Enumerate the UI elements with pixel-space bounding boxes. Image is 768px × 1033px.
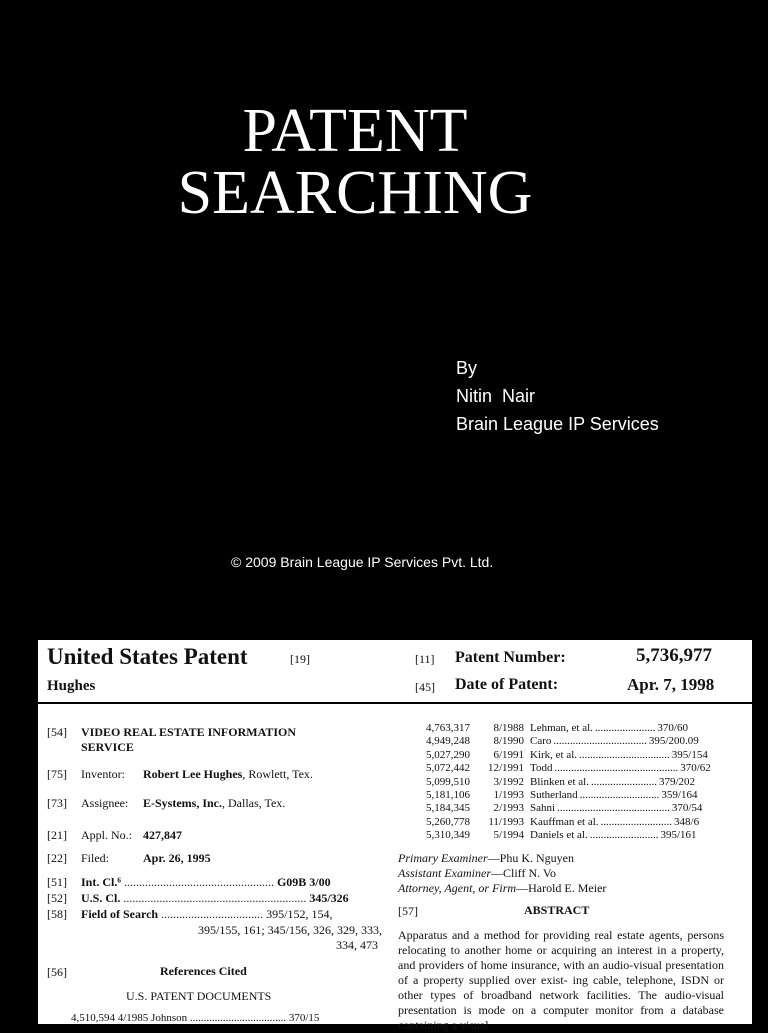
reference-row bbox=[418, 762, 711, 775]
ref-date: 8/1988 bbox=[493, 722, 524, 734]
ref-class: 370/62 bbox=[680, 762, 711, 775]
refs-title: References Cited bbox=[160, 964, 247, 978]
ref-class: 370/60 bbox=[657, 722, 688, 734]
inventor-label: Inventor: bbox=[81, 767, 125, 781]
filed-code: [22] bbox=[47, 851, 67, 865]
attorney-name: —Harold E. Meier bbox=[516, 881, 607, 895]
author-name: Nitin Nair bbox=[456, 386, 536, 406]
primary-examiner-name: —Phu K. Nguyen bbox=[487, 851, 574, 865]
ref-dots: ............................. bbox=[579, 789, 660, 801]
appl-code: [21] bbox=[47, 828, 67, 842]
ref-name: Sahni bbox=[530, 802, 556, 815]
ref-class: 359/164 bbox=[661, 789, 698, 801]
ref-dots: .......................... bbox=[600, 815, 673, 828]
ref-number: 4,949,248 bbox=[426, 735, 470, 748]
ref-date: 11/1993 bbox=[488, 815, 524, 828]
ref-number: 5,310,349 bbox=[426, 829, 470, 842]
byline bbox=[456, 354, 659, 438]
ref-dots: ................................. bbox=[579, 748, 670, 761]
ref-number: 5,181,106 bbox=[426, 789, 470, 801]
appl-label: Appl. No.: bbox=[81, 828, 132, 842]
ref-date: 6/1991 bbox=[493, 748, 524, 761]
ref-name: Daniels et al. bbox=[530, 829, 588, 842]
field-line-1: .................................. 395/152, 154, bbox=[158, 907, 333, 921]
ref-name: Todd bbox=[530, 762, 553, 775]
ref-name: Lehman, et al. bbox=[530, 722, 593, 734]
appl-number: 427,847 bbox=[143, 828, 182, 842]
intcl-value: G09B 3/00 bbox=[276, 875, 331, 889]
copyright-notice: © 2009 Brain League IP Services Pvt. Ltd. bbox=[231, 554, 494, 570]
reference-row bbox=[418, 749, 708, 762]
date-label: Date of Patent: bbox=[455, 676, 559, 693]
date-code: [45] bbox=[415, 680, 435, 694]
ref-number: 5,184,345 bbox=[426, 802, 470, 815]
ref-name: Kauffman et al. bbox=[530, 815, 599, 828]
ref-number: 4,763,317 bbox=[426, 722, 470, 734]
inventor-code: [75] bbox=[47, 767, 67, 781]
ref-dots: ......................................... bbox=[557, 802, 670, 815]
title-line-1: PATENT bbox=[242, 97, 468, 165]
ref-number: 5,072,442 bbox=[426, 762, 470, 775]
ref-number: 5,260,778 bbox=[426, 815, 470, 828]
field-label: Field of Search bbox=[81, 907, 159, 921]
inventor-short: Hughes bbox=[47, 678, 96, 694]
refs-subtitle: U.S. PATENT DOCUMENTS bbox=[126, 989, 272, 1003]
ref-class: 379/202 bbox=[658, 775, 696, 788]
assistant-examiner-label: Assistant Examiner bbox=[398, 866, 491, 880]
ref-date: 8/1990 bbox=[493, 735, 524, 748]
ref-class: 395/161 bbox=[660, 829, 697, 842]
ref-date: 2/1993 bbox=[493, 802, 524, 815]
patent-header-title: United States Patent bbox=[47, 644, 248, 669]
uscl-value: 345/326 bbox=[309, 891, 349, 905]
invention-title-2: SERVICE bbox=[81, 740, 134, 754]
uscl-code: [52] bbox=[47, 891, 67, 905]
title-line-2: SEARCHING bbox=[177, 159, 533, 227]
reference-row bbox=[418, 735, 699, 748]
ref-date: 12/1991 bbox=[487, 762, 524, 775]
first-reference: 4,510,594 4/1985 Johnson ................................... 370/15 bbox=[71, 1012, 320, 1024]
assignee-label: Assignee: bbox=[81, 796, 129, 810]
ref-name: Caro bbox=[530, 735, 552, 748]
by-label: By bbox=[456, 358, 478, 378]
assistant-examiner-name: —Cliff N. Vo bbox=[491, 866, 557, 880]
ref-dots: ........................ bbox=[590, 775, 657, 788]
invention-title: VIDEO REAL ESTATE INFORMATION bbox=[81, 725, 297, 739]
reference-row bbox=[418, 722, 688, 735]
ref-date: 1/1993 bbox=[493, 789, 524, 801]
refs-code: [56] bbox=[47, 965, 67, 979]
ref-class: 348/6 bbox=[674, 815, 700, 828]
assignee-name: E-Systems, Inc. bbox=[143, 796, 223, 810]
ref-class: 395/200.09 bbox=[648, 735, 699, 748]
ref-class: 370/54 bbox=[671, 802, 703, 815]
intcl-dots: .................................................. bbox=[120, 875, 274, 889]
reference-row bbox=[418, 829, 697, 842]
slide-title bbox=[0, 97, 710, 227]
ref-date: 5/1994 bbox=[493, 829, 524, 842]
field-code: [58] bbox=[47, 907, 67, 921]
filed-date: Apr. 26, 1995 bbox=[143, 851, 211, 865]
assignee-code: [73] bbox=[47, 796, 67, 810]
ref-dots: .................................. bbox=[553, 735, 647, 748]
ref-dots: ............................................. bbox=[554, 762, 679, 775]
patent-front-page bbox=[38, 640, 752, 1032]
ref-dots: ...................... bbox=[594, 722, 656, 734]
intcl-label: Int. Cl.⁶ bbox=[81, 875, 121, 889]
abstract-title: ABSTRACT bbox=[524, 903, 590, 917]
field-line-2: 395/155, 161; 345/156, 326, 329, 333, bbox=[198, 923, 383, 937]
filed-label: Filed: bbox=[81, 851, 110, 865]
reference-row bbox=[418, 789, 697, 802]
number-code: [11] bbox=[415, 652, 435, 666]
ref-number: 5,099,510 bbox=[426, 775, 470, 788]
primary-examiner-label: Primary Examiner bbox=[398, 851, 488, 865]
ref-name: Blinken et al. bbox=[530, 775, 589, 788]
abstract-text: Apparatus and a method for providing real estate agents, persons relocating to another home or acquiring an interest in a property, and providers of home insurance, with an audio-visual presentation of a property supplied over exist- ing cable, telephone, ISDN or other types of broadband network facilities. The audio-visual presentation is mode on a computer monitor from a database containing a visual bbox=[398, 928, 724, 1032]
reference-row bbox=[418, 776, 695, 789]
ref-dots: ......................... bbox=[589, 829, 659, 842]
ref-class: 395/154 bbox=[671, 748, 708, 761]
organization: Brain League IP Services bbox=[456, 414, 659, 434]
field-line-3: 334, 473 bbox=[336, 938, 378, 952]
uscl-label: U.S. Cl. bbox=[81, 891, 121, 905]
title-code: [54] bbox=[47, 725, 67, 739]
assignee-location: , Dallas, Tex. bbox=[222, 796, 286, 810]
patent-number-label: Patent Number: bbox=[455, 649, 566, 666]
ref-name: Kirk, et al. bbox=[530, 748, 578, 761]
date-value: Apr. 7, 1998 bbox=[627, 675, 715, 694]
inventor-location: , Rowlett, Tex. bbox=[242, 767, 313, 781]
abstract-code: [57] bbox=[398, 904, 418, 918]
patent-number-value: 5,736,977 bbox=[636, 645, 712, 666]
reference-row bbox=[418, 816, 699, 829]
patent-header-code: [19] bbox=[290, 652, 310, 666]
uscl-dots: ............................................................. bbox=[120, 891, 307, 905]
intcl-code: [51] bbox=[47, 875, 67, 889]
inventor-name: Robert Lee Hughes bbox=[143, 767, 243, 781]
attorney-label: Attorney, Agent, or Firm bbox=[398, 881, 517, 895]
header-rule bbox=[38, 702, 752, 704]
ref-date: 3/1992 bbox=[493, 775, 524, 788]
ref-number: 5,027,290 bbox=[426, 748, 470, 761]
reference-row bbox=[418, 802, 702, 815]
ref-name: Sutherland bbox=[530, 789, 578, 801]
